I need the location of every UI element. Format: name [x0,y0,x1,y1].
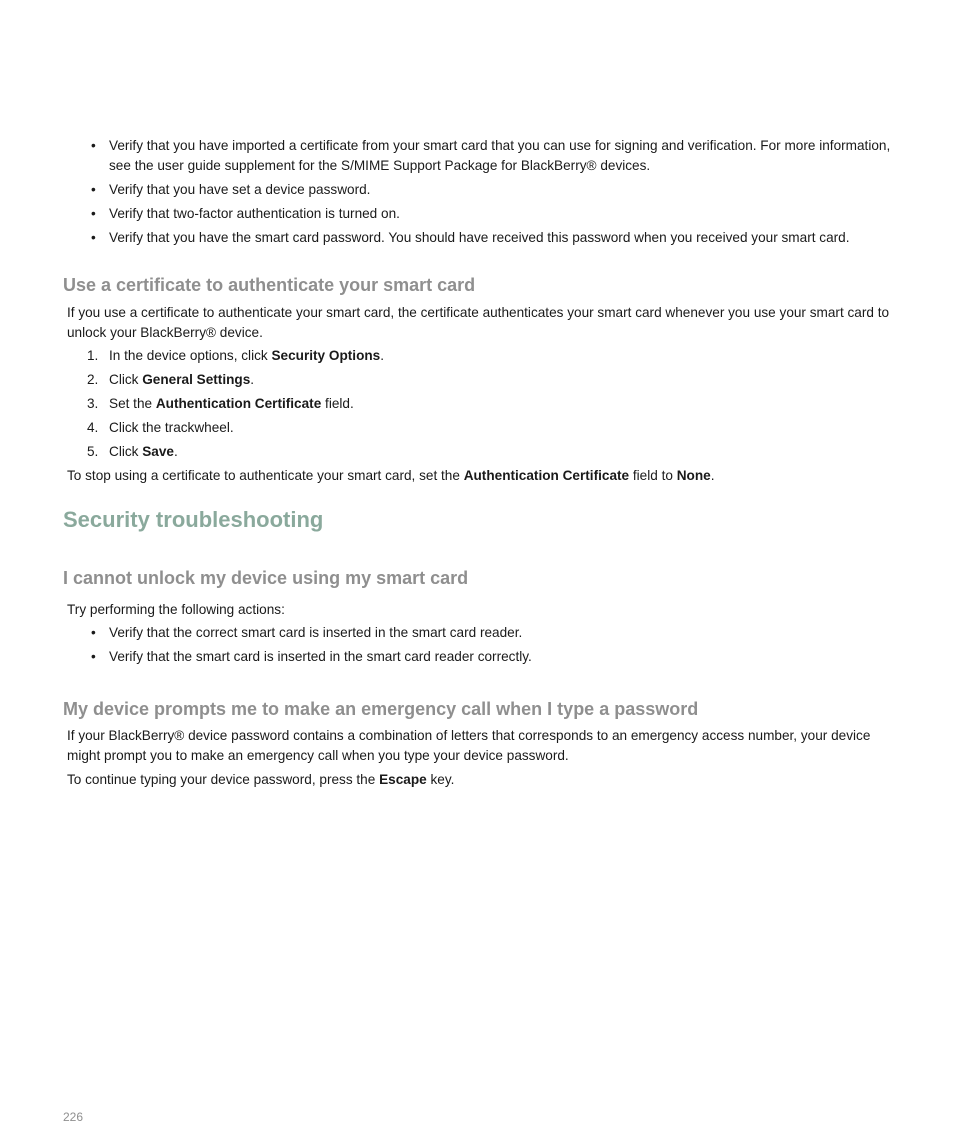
certificate-intro: If you use a certificate to authenticate your smart card, the certificate authenticates your smart card whenever you use your smart card to unlock your BlackBerry® device. [67,305,890,340]
prerequisite-list [63,136,903,252]
step-number: 3. [87,396,99,411]
ui-term: Authentication Certificate [463,468,630,483]
list-item: • Verify that the correct smart card is inserted in the smart card reader. [63,623,883,643]
list-item: • Verify that you have set a device password. [63,180,903,200]
step-number: 4. [87,420,99,435]
ui-term: None [676,468,711,483]
section-heading-unlock: I cannot unlock my device using my smart card [63,568,469,588]
ui-term: Authentication Certificate [155,396,322,411]
unlock-intro: Try performing the following actions: [67,602,285,617]
section-heading-certificate: Use a certificate to authenticate your smart card [63,275,476,295]
ui-term: General Settings [142,372,251,387]
step-number: 1. [87,348,99,363]
emergency-para: If your BlackBerry® device password contains a combination of letters that corresponds to an emergency access number, your device might prompt you to make an emergency call when you type your device password. [67,728,871,763]
step-item: 1. In the device options, click Security Options. [63,346,883,366]
ui-term: Escape [379,772,427,787]
section-heading-troubleshooting: Security troubleshooting [63,507,324,532]
step-item: 2. Click General Settings. [63,370,883,390]
step-number: 5. [87,444,99,459]
page-number: 226 [63,1110,84,1124]
step-item: 4. Click the trackwheel. [63,418,883,438]
emergency-instruction: To continue typing your device password, press the Escape key. [67,772,455,787]
list-item: • Verify that two-factor authentication is turned on. [63,204,903,224]
list-item: • Verify that you have the smart card password. You should have received this password when you received your smart card. [63,228,903,248]
step-number: 2. [87,372,99,387]
certificate-outro: To stop using a certificate to authenticate your smart card, set the Authentication Certificate field to None. [67,468,715,483]
unlock-actions-list [63,623,883,671]
ui-term: Save [142,444,174,459]
list-item: • Verify that the smart card is inserted in the smart card reader correctly. [63,647,883,667]
step-item: 5. Click Save. [63,442,883,462]
ui-term: Security Options [271,348,381,363]
step-item: 3. Set the Authentication Certificate field. [63,394,883,414]
section-heading-emergency: My device prompts me to make an emergency call when I type a password [63,699,699,719]
list-item: • Verify that you have imported a certificate from your smart card that you can use for signing and verification. For more information, see the user guide supplement for the S/MIME Support Package for BlackBerry® devices. [63,136,903,176]
certificate-steps [63,346,883,466]
